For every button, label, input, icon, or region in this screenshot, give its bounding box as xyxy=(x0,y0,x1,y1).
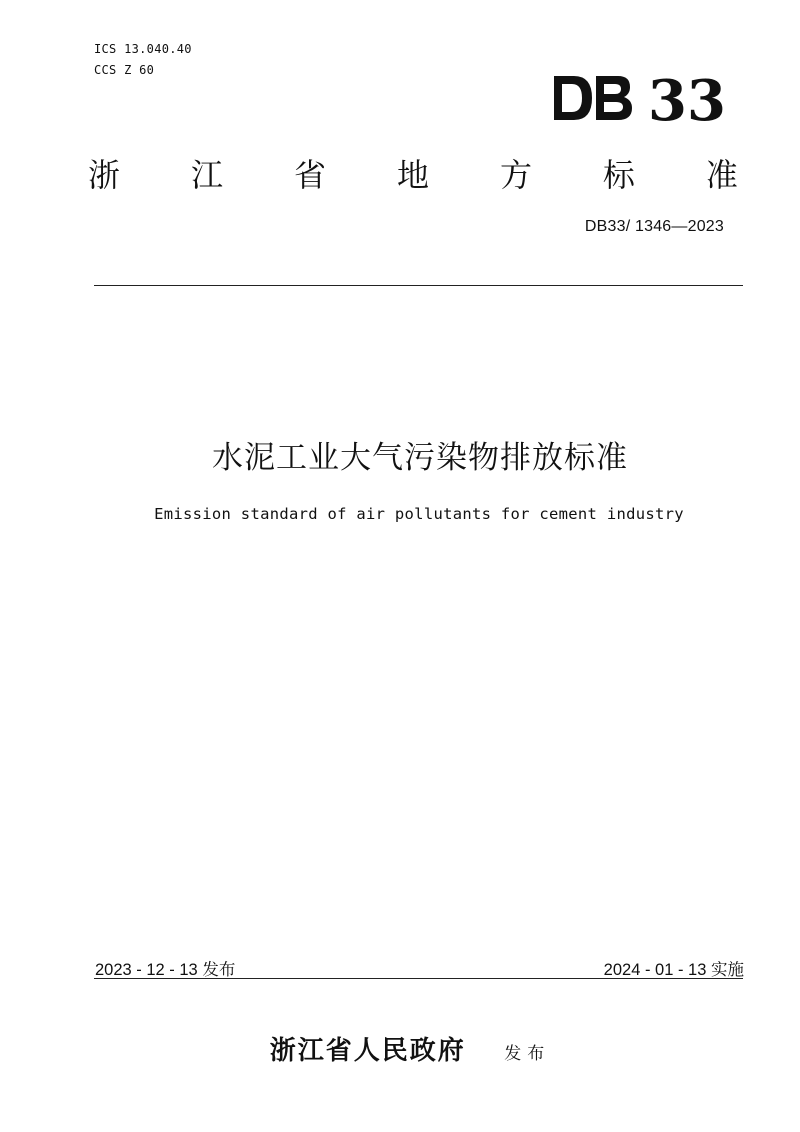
standard-type-char: 省 xyxy=(293,156,326,194)
title-english: Emission standard of air pollutants for cement industry xyxy=(154,505,684,523)
standard-type-char: 标 xyxy=(602,156,635,194)
issuer-line xyxy=(0,1030,800,1067)
ics-code: ICS 13.040.40 xyxy=(94,42,192,56)
standard-number: DB33/ 1346—2023 xyxy=(584,218,724,235)
implementation-date: 2024 - 01 - 13 实施 xyxy=(603,961,744,979)
issue-date: 2023 - 12 - 13 发布 xyxy=(95,961,236,979)
ccs-code: CCS Z 60 xyxy=(94,63,155,77)
db33-logo xyxy=(552,64,732,130)
standard-type-char: 浙 xyxy=(88,156,121,194)
standard-type-char: 准 xyxy=(705,156,738,194)
bottom-divider xyxy=(94,978,743,979)
standard-type-char: 地 xyxy=(396,156,429,194)
classification-codes xyxy=(94,39,192,81)
title-chinese: 水泥工业大气污染物排放标准 xyxy=(212,440,628,475)
standard-type xyxy=(88,150,738,200)
issuer-action: 发布 xyxy=(504,1044,551,1063)
standard-type-char: 江 xyxy=(190,156,223,194)
top-divider xyxy=(94,285,743,286)
issuer-name: 浙江省人民政府 xyxy=(269,1035,466,1065)
standard-type-char: 方 xyxy=(499,156,532,194)
svg-text:33: 33 xyxy=(648,68,726,130)
